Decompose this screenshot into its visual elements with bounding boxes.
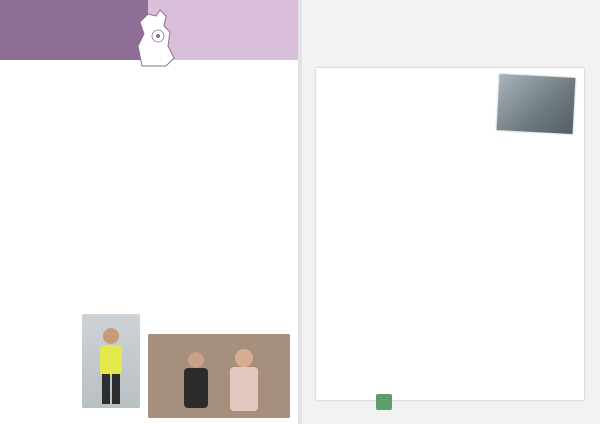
column-students (8, 66, 140, 69)
staff-photo (148, 334, 290, 418)
student-figure-image (82, 314, 140, 408)
kohdalla-logo (118, 6, 194, 70)
ministry-logo-icon (376, 394, 392, 410)
right-page (302, 0, 600, 424)
left-page (0, 0, 298, 424)
column-staff (152, 64, 290, 67)
letter-card (316, 68, 584, 400)
student-photo (82, 314, 140, 408)
letter-photo (497, 74, 576, 134)
staff-figures-image (148, 334, 290, 418)
sponsor-logos (362, 392, 582, 416)
